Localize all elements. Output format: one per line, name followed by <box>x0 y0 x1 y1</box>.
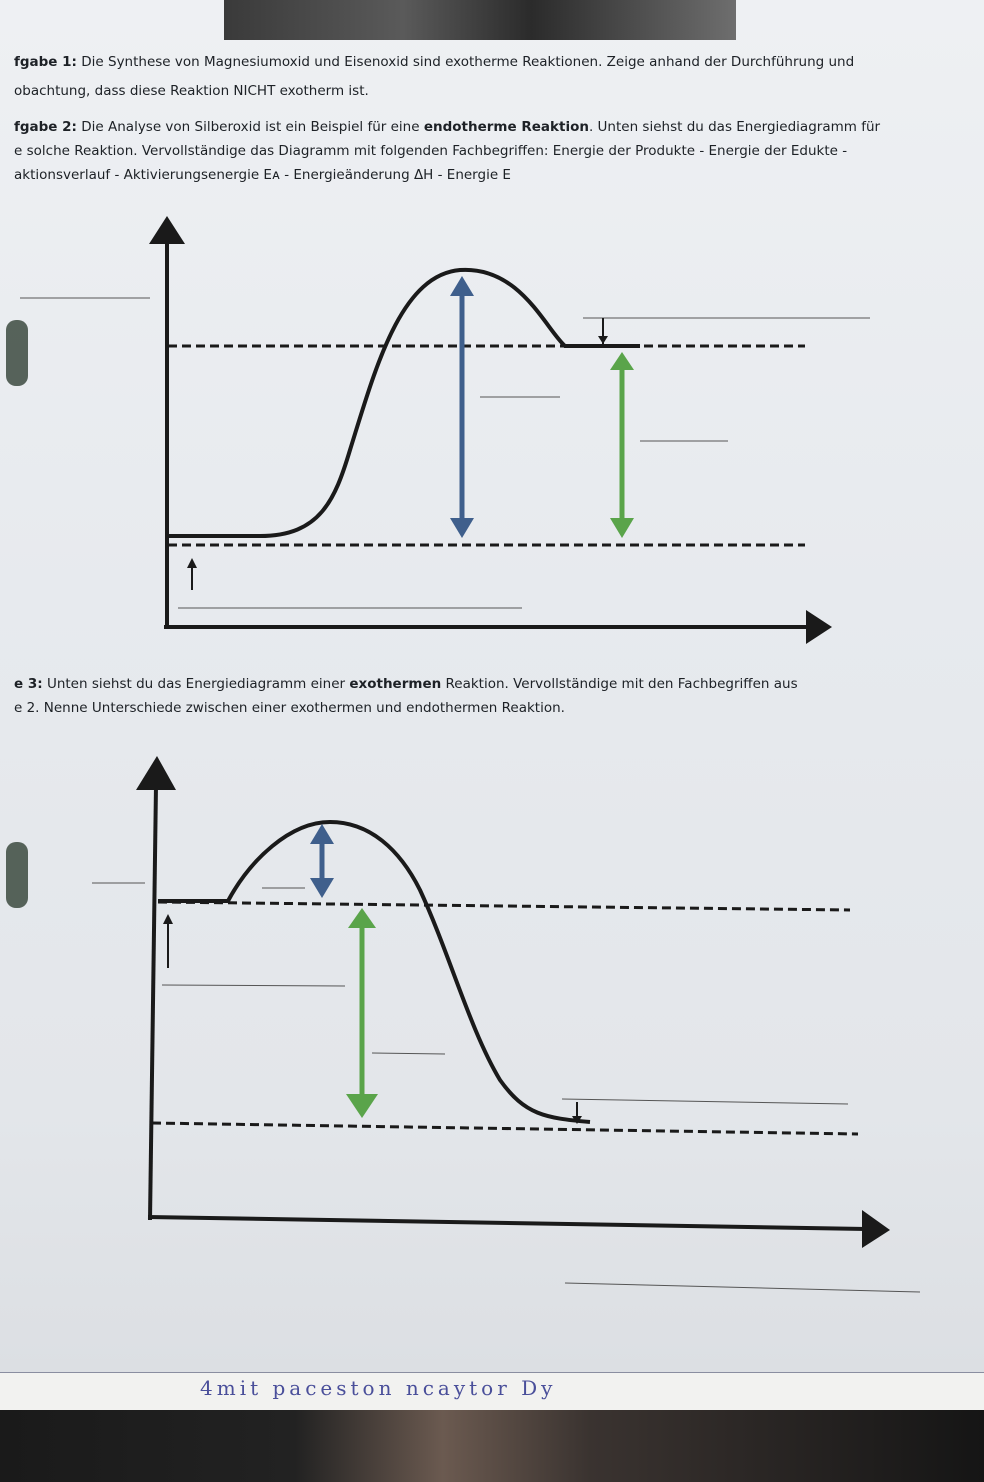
products-pointer-head <box>598 336 608 344</box>
answer-line-reaction-path <box>565 1283 920 1292</box>
delta-h-arrowhead-down <box>610 518 634 538</box>
y-axis-arrowhead <box>136 756 176 790</box>
task-2-line-2: e solche Reaktion. Vervollständige das Diagramm mit folgenden Fachbegriffen: Energie der Produkte - Energie der Edukte - <box>14 143 848 159</box>
product-level-dashed <box>152 1123 858 1134</box>
y-axis-arrowhead <box>149 216 185 244</box>
x-axis <box>148 1217 866 1229</box>
task-1-line-2: obachtung, dass diese Reaktion NICHT exotherm ist. <box>14 83 369 99</box>
reactants-pointer-head <box>163 914 173 924</box>
delta-h-arrowhead-up <box>348 908 376 928</box>
answer-line-products <box>562 1099 848 1104</box>
activation-arrowhead-up <box>310 824 334 844</box>
activation-arrowhead-down <box>450 518 474 538</box>
answer-line-delta-h <box>372 1053 445 1054</box>
x-axis-arrowhead <box>862 1210 890 1248</box>
delta-h-arrowhead-up <box>610 352 634 370</box>
reactant-level-dashed <box>158 902 850 910</box>
endothermic-energy-diagram <box>0 200 984 650</box>
answer-line-reactants <box>162 985 345 986</box>
y-axis <box>150 785 156 1220</box>
activation-arrowhead-up <box>450 276 474 296</box>
task-2-line-3: aktionsverlauf - Aktivierungsenergie Eᴀ - Energieänderung ΔH - Energie E <box>14 167 511 183</box>
x-axis-arrowhead <box>806 610 832 644</box>
task-3-line-1: e 3: Unten siehst du das Energiediagramm einer exothermen Reaktion. Vervollständige mit den Fachbegriffen aus <box>14 676 798 692</box>
delta-h-arrowhead-down <box>346 1094 378 1118</box>
activation-arrowhead-down <box>310 878 334 898</box>
reactants-pointer-head <box>187 558 197 568</box>
reaction-curve <box>158 822 590 1122</box>
task-2-line-1: fgabe 2: Die Analyse von Silberoxid ist ein Beispiel für eine endotherme Reaktion. Unten siehst du das Energiediagramm für <box>14 119 881 135</box>
task-1-line-1: fgabe 1: Die Synthese von Magnesiumoxid und Eisenoxid sind exotherme Reaktionen. Zeige anhand der Durchführung und <box>14 54 855 70</box>
reaction-curve <box>168 270 640 536</box>
bottom-shadow <box>0 1410 984 1482</box>
exothermic-energy-diagram <box>0 740 984 1300</box>
notebook-handwriting: 4mit paceston ncaytor Dy <box>200 1376 557 1400</box>
photo-strip <box>224 0 736 40</box>
task-3-line-2: e 2. Nenne Unterschiede zwischen einer exothermen und endothermen Reaktion. <box>14 700 565 716</box>
